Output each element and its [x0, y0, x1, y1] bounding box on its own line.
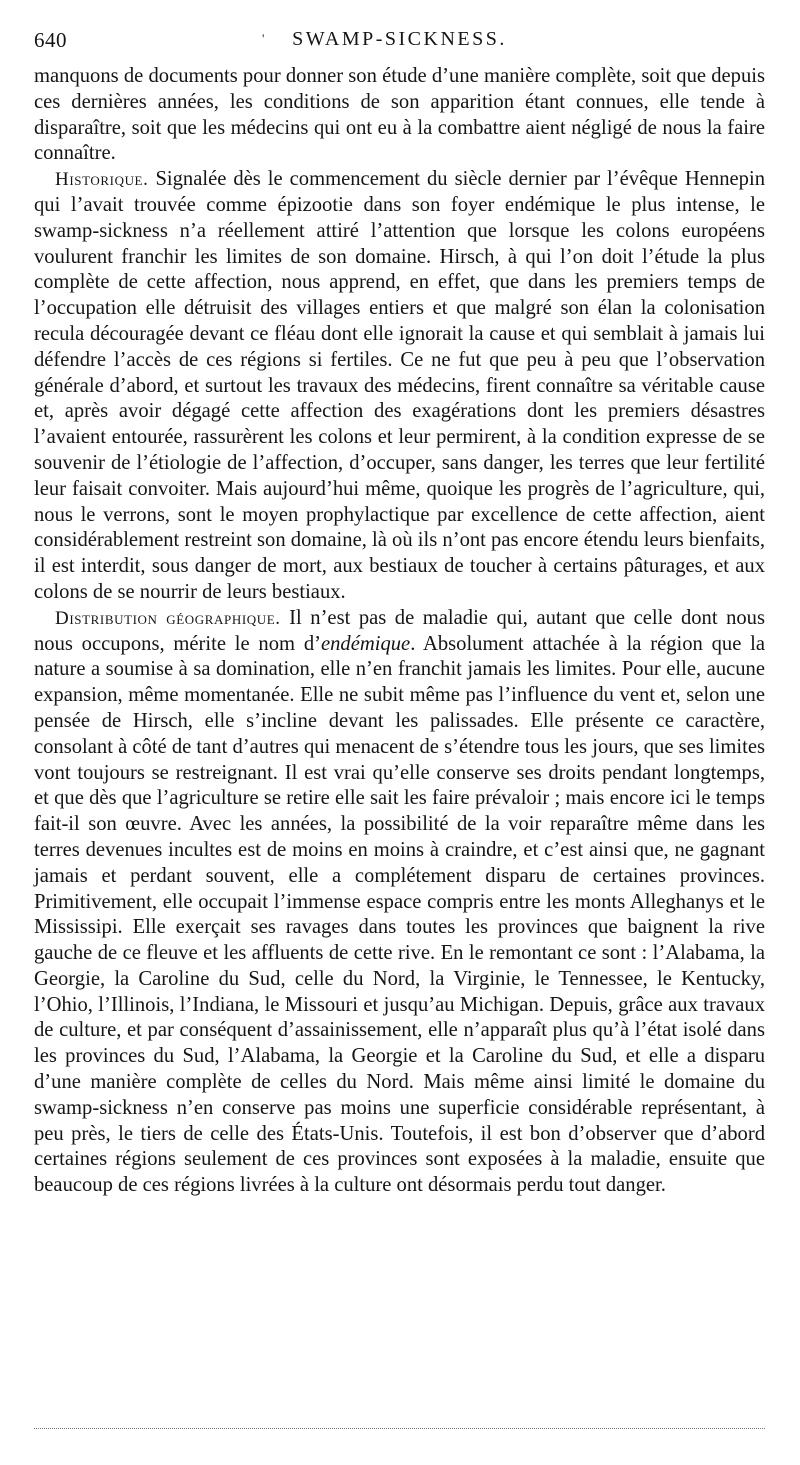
- distribution-text-a: Il n’est pas de maladie qui, autant que celle dont nous nous occupons, mérite le nom d’: [34, 606, 765, 655]
- section-heading-historique: Historique.: [55, 169, 149, 191]
- section-heading-distribution: Distribution géographique.: [55, 607, 281, 629]
- paragraph-distribution: [34, 606, 765, 1199]
- body-text: [34, 64, 765, 1199]
- distribution-emphasis: endémique: [320, 632, 411, 655]
- paragraph-intro: manquons de documents pour donner son étude d’une manière complète, soit que depuis ces dernières années, les conditions de son apparition étant connues, elle tende à disparaître, soit que les médecins qui ont eu à la combattre aient négligé de nous la faire connaître.: [34, 65, 765, 165]
- page-header: [34, 28, 765, 58]
- footer-dotted-rule: [34, 1428, 765, 1429]
- distribution-text-b: . Absolument attachée à la région que la nature a soumise à sa domination, elle n’en franchit jamais les limites. Pour elle, aucune expansion, même momentanée. Elle ne subit même pas l’influence du vent et, selon une pensée de Hirsch, elle s’incline devant les palissades. Elle présente ce caractère, consolant à côté de tant d’autres qui menacent de s’étendre tous les jours, que ses limites vont toujours se restreignant. Il est vrai qu’elle conserve ses droits pendant longtemps, et que dès que l’agriculture se retire elle sait les faire prévaloir ; mais encore ici le temps fait-il son œuvre. Avec les années, la possibilité de la voir reparaître même dans les terres devenues incultes est de moins en moins à craindre, et c’est ainsi que, ne gagnant jamais et perdant souvent, elle a complétement disparu de certaines provinces. Primitivement, elle occupait l’immense espace compris entre les monts Alleghanys et le Mississipi. Elle exerçait ses ravages dans toutes les provinces que baignent la rive gauche de ce fleuve et les affluents de cette rive. En le remontant ce sont : l’Alabama, la Georgie, la Caroline du Sud, celle du Nord, la Virginie, le Tennessee, le Kentucky, l’Ohio, l’Illinois, l’Indiana, le Missouri et jusqu’au Michigan. Depuis, grâce aux travaux de culture, et par conséquent d’assainissement, elle n’apparaît plus qu’à l’état isolé dans les provinces du Sud, l’Alabama, la Georgie et la Caroline du Sud, et elle a disparu d’une manière complète de celles du Nord. Mais même ainsi limité le domaine du swamp-sickness n’en conserve pas moins une superficie considérable représentant, à peu près, le tiers de celle des États-Unis. Toutefois, il est bon d’observer que d’abord certaines régions seulement de ces provinces sont exposées à la maladie, ensuite que beaucoup de ces régions livrées à la culture ont désormais perdu tout danger.: [34, 632, 765, 1197]
- stray-mark: ': [262, 31, 265, 46]
- historique-text: Signalée dès le commencement du siècle dernier par l’évêque Hennepin qui l’avait trouvée comme épizootie dans son foyer endémique le plus intense, le swamp-sickness n’a réellement attiré l’attention que lorsque les colons européens voulurent franchir les limites de son domaine. Hirsch, à qui l’on doit l’étude la plus complète de cette affection, nous apprend, en effet, que dans les premiers temps de l’occupation elle détruisit des villages entiers et que malgré son élan la colonisation recula découragée devant ce fléau dont elle ignorait la cause et qui semblait à jamais lui défendre l’accès de ces régions si fertiles. Ce ne fut que peu à peu que l’observation générale d’abord, et surtout les travaux des médecins, firent connaître sa véritable cause et, après avoir dégagé cette affection des exagérations dont les premiers désastres l’avaient entourée, rassurèrent les colons et leur permirent, à la condition expresse de se souvenir de l’étiologie de l’affection, d’occuper, sans danger, les terres que leur fertilité leur faisait convoiter. Mais aujourd’hui même, quoique les progrès de l’agriculture, qui, nous le verrons, sont le moyen prophylactique par excellence de cette affection, aient considérablement restreint son domaine, là où ils n’ont pas encore étendu leurs bienfaits, il est interdit, sous danger de mort, aux bestiaux de toucher à certains pâturages, et aux colons de se nourrir de leurs bestiaux.: [34, 168, 765, 603]
- page-number: 640: [34, 28, 67, 52]
- running-title: SWAMP-SICKNESS.: [292, 28, 507, 50]
- paragraph-historique: [34, 167, 765, 606]
